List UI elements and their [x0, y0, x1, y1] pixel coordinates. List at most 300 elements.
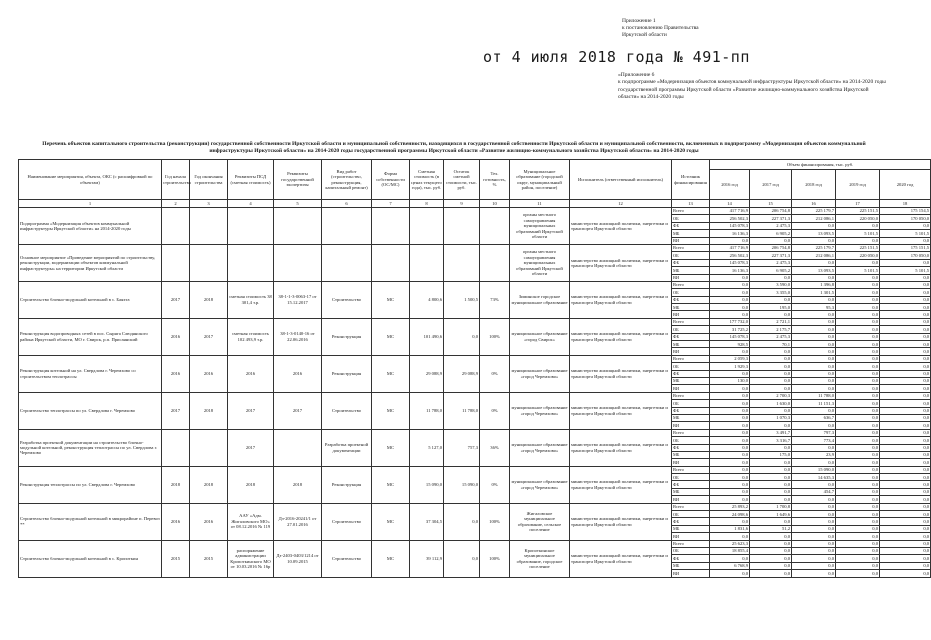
financing-value: 0,0 [750, 274, 792, 281]
financing-value: 0,0 [710, 392, 750, 399]
financing-value: 256 502,3 [710, 252, 750, 259]
table-row [19, 429, 931, 436]
start-year [162, 208, 190, 245]
work-kind: Реконструкция [322, 355, 372, 392]
end-year: 2018 [190, 281, 228, 318]
financing-value: 145 078,3 [710, 333, 750, 340]
funding-source: ФБ [672, 296, 710, 303]
financing-value: 0,0 [836, 289, 880, 296]
financing-value: 2 059,3 [710, 355, 750, 362]
financing-value: 0,0 [836, 259, 880, 266]
remaining-cost: 757,3 [444, 429, 480, 466]
financing-value: 175,0 [750, 451, 792, 458]
column-number: 7 [372, 200, 410, 208]
financing-value: 0,0 [710, 289, 750, 296]
end-year [190, 244, 228, 281]
top-appendix [622, 18, 742, 39]
ownership: МС [372, 355, 410, 392]
financing-value: 2 475,3 [750, 222, 792, 229]
financing-value: 31 725,2 [710, 326, 750, 333]
executor: министерство жилищной политики, энергетики и транспорта Иркутской области [570, 540, 672, 577]
estimated-cost: 29 088,9 [410, 355, 444, 392]
column-number: 5 [274, 200, 322, 208]
funding-source: МБ [672, 414, 710, 421]
start-year: 2015 [162, 540, 190, 577]
financing-value: 0,0 [750, 533, 792, 540]
funding-source: Всего [672, 318, 710, 325]
municipality: муниципальное образование «город Черемхово» [510, 392, 570, 429]
top-appendix-line: Приложение 1 [622, 18, 656, 24]
financing-value: 1 700,8 [750, 503, 792, 510]
financing-value: 0,0 [792, 422, 836, 429]
financing-value: 1 831,6 [710, 525, 750, 532]
financing-value: 0,0 [792, 348, 836, 355]
financing-value: 0,0 [792, 444, 836, 451]
column-number: 8 [410, 200, 444, 208]
financing-value: 0,0 [750, 488, 792, 495]
object-name: Реконструкция теплотрассы по ул. Свердлова г. Черемхово [19, 466, 162, 503]
end-year [190, 208, 228, 245]
financing-value: 212 086,1 [792, 252, 836, 259]
financing-value: 0,0 [710, 422, 750, 429]
financing-value: 0,0 [792, 407, 836, 414]
financing-value: 0,0 [836, 407, 880, 414]
table-row [19, 540, 931, 547]
financing-value: 0,0 [750, 311, 792, 318]
financing-value: 0,0 [836, 304, 880, 311]
executor: министерство жилищной политики, энергетики и транспорта Иркутской области [570, 355, 672, 392]
financing-value: 0,0 [836, 392, 880, 399]
expertise-details: 2016 [274, 355, 322, 392]
header-end-year: Год окончания строительства [190, 160, 228, 200]
financing-value: 0,0 [710, 370, 750, 377]
funding-source: ВИ [672, 459, 710, 466]
financing-value: 0,0 [750, 296, 792, 303]
funding-source: ОБ [672, 252, 710, 259]
remaining-cost: 0,0 [444, 540, 480, 577]
funding-source: ФБ [672, 481, 710, 488]
financing-value: 0,0 [880, 466, 931, 473]
end-year: 2016 [190, 503, 228, 540]
financing-value: 0,0 [880, 289, 931, 296]
financing-value: 0,0 [836, 274, 880, 281]
financing-value: 227 371,3 [750, 252, 792, 259]
financing-value: 2 175,7 [750, 326, 792, 333]
financing-value: 24 098,6 [710, 511, 750, 518]
financing-value: 0,0 [710, 518, 750, 525]
ownership: МС [372, 318, 410, 355]
funding-source: ФБ [672, 259, 710, 266]
funding-source: ВИ [672, 533, 710, 540]
financing-value: 0,0 [836, 385, 880, 392]
financing-value: 0,0 [750, 459, 792, 466]
ownership: МС [372, 281, 410, 318]
financing-value: 0,0 [836, 525, 880, 532]
header-financing: Объем финансирования, тыс. руб. [710, 160, 931, 170]
financing-value: 0,0 [836, 466, 880, 473]
estimated-cost: 39 112,9 [410, 540, 444, 577]
object-name: Строительство блочно-модульной котельной в микрорайоне п. Перевоз ** [19, 503, 162, 540]
funding-source: ВИ [672, 496, 710, 503]
expertise-details: Дз-2403-0403/1214 от 10.09.2015 [274, 540, 322, 577]
financing-value: 417 716,9 [710, 244, 750, 251]
financing-value: 0,0 [792, 503, 836, 510]
financing-value: 0,0 [750, 474, 792, 481]
financing-value: 0,0 [750, 237, 792, 244]
financing-value: 5 101,5 [880, 230, 931, 237]
financing-value: 170 050,0 [880, 215, 931, 222]
column-number: 12 [570, 200, 672, 208]
object-name: Основное мероприятие «Проведение мероприятий по строительству, реконструкции, модернизации объектов коммунальной инфраструктуры» на территории Иркутской области [19, 244, 162, 281]
funding-source: ФБ [672, 407, 710, 414]
financing-value: 175 154,5 [880, 208, 931, 215]
psd-details: ААУ «Адм. Жигаловского МО» от 08.12.2016 № 119 [228, 503, 274, 540]
financing-value: 454,7 [792, 488, 836, 495]
financing-value: 0,0 [836, 540, 880, 547]
funding-source: ОБ [672, 326, 710, 333]
financing-value: 0,0 [710, 533, 750, 540]
readiness [480, 208, 510, 245]
document-title: Перечень объектов капитального строительства (реконструкции) государственной собственности Иркутской области и муниципальной собственности, находящихся в государственной собственности Иркутской области и муниципальной собственности, включенных в подпрограмму «Модернизация объектов коммунальной инфраструктуры Иркутской области» на 2014-2020 годы государственной программы Иркутской области «Развитие жилищно-коммунального хозяйства Иркутской области» на 2014-2020 годы [42, 141, 866, 155]
funding-source: Всего [672, 355, 710, 362]
financing-value: 95,3 [792, 304, 836, 311]
financing-value: 0,0 [750, 555, 792, 562]
table-row [19, 208, 931, 215]
header-executor: Исполнитель (ответственный исполнитель) [570, 160, 672, 200]
municipality: Жигаловское муниципальное образование, сельское поселение [510, 503, 570, 540]
executor: министерство жилищной политики, энергетики и транспорта Иркутской области [570, 318, 672, 355]
column-number: 3 [190, 200, 228, 208]
financing-value: 0,0 [750, 363, 792, 370]
financing-value: 0,0 [750, 466, 792, 473]
financing-value: 175 151,5 [880, 244, 931, 251]
financing-value: 0,0 [880, 363, 931, 370]
funding-source: ОБ [672, 215, 710, 222]
financing-value: 0,0 [792, 555, 836, 562]
financing-value: 0,0 [880, 333, 931, 340]
financing-value: 0,0 [710, 281, 750, 288]
estimated-cost [410, 244, 444, 281]
header-psd: Реквизиты ПСД (сметная стоимость) [228, 160, 274, 200]
column-number: 11 [510, 200, 570, 208]
financing-value: 0,0 [880, 259, 931, 266]
funding-source: МБ [672, 562, 710, 569]
financing-value: 0,0 [880, 444, 931, 451]
end-year: 2016 [190, 355, 228, 392]
financing-value: 0,0 [880, 237, 931, 244]
funding-source: Всего [672, 466, 710, 473]
financing-value: 0,0 [880, 348, 931, 355]
financing-value: 51,2 [750, 525, 792, 532]
financing-value: 0,0 [880, 503, 931, 510]
municipality: органы местного самоуправления муниципальных образований Иркутской области [510, 244, 570, 281]
financing-value: 0,0 [710, 459, 750, 466]
financing-value: 5 101,5 [836, 267, 880, 274]
financing-value: 0,0 [792, 481, 836, 488]
estimated-cost: 5 127,0 [410, 429, 444, 466]
start-year: 2016 [162, 503, 190, 540]
expertise-details [274, 244, 322, 281]
financing-value: 797,3 [792, 429, 836, 436]
financing-value: 0,0 [750, 547, 792, 554]
financing-value: 0,0 [750, 370, 792, 377]
work-kind [322, 208, 372, 245]
municipality: муниципальное образование «город Свирск» [510, 318, 570, 355]
header-year-2016: 2016 год [710, 170, 750, 200]
end-year [190, 429, 228, 466]
financing-value: 0,0 [710, 570, 750, 577]
remaining-cost [444, 208, 480, 245]
financing-value: 225 151,5 [836, 244, 880, 251]
funding-source: МБ [672, 525, 710, 532]
readiness: 100% [480, 318, 510, 355]
financing-value: 145 078,3 [710, 259, 750, 266]
funding-source: ОБ [672, 400, 710, 407]
financing-value: 145 078,3 [710, 222, 750, 229]
financing-value: 0,0 [880, 414, 931, 421]
funding-source: МБ [672, 488, 710, 495]
funding-source: ВИ [672, 274, 710, 281]
financing-value: 0,0 [880, 341, 931, 348]
financing-value: 1 396,8 [792, 281, 836, 288]
financing-value: 1 929,3 [710, 363, 750, 370]
financing-value: 0,0 [836, 333, 880, 340]
financing-value: 0,0 [880, 355, 931, 362]
column-number: 10 [480, 200, 510, 208]
funding-source: МБ [672, 230, 710, 237]
ownership: МС [372, 503, 410, 540]
object-name: Строительство блочно-модульной котельной в с. Кропоткин [19, 540, 162, 577]
financing-value: 0,0 [880, 496, 931, 503]
funding-source: ФБ [672, 555, 710, 562]
financing-value: 15 090,0 [792, 466, 836, 473]
financing-value: 227 371,3 [750, 215, 792, 222]
column-number: 2 [162, 200, 190, 208]
financing-value: 0,0 [750, 444, 792, 451]
funding-source: Всего [672, 281, 710, 288]
executor: министерство жилищной политики, энергетики и транспорта Иркутской области [570, 466, 672, 503]
financing-value: 0,0 [836, 511, 880, 518]
financing-value: 225 179,7 [792, 244, 836, 251]
financing-value: 0,0 [836, 222, 880, 229]
financing-value: 0,0 [750, 377, 792, 384]
financing-value: 0,0 [792, 363, 836, 370]
executor: министерство жилищной политики, энергетики и транспорта Иркутской области [570, 208, 672, 245]
funding-source: ФБ [672, 518, 710, 525]
header-source: Источник финансирования [672, 160, 710, 200]
financing-value: 0,0 [710, 296, 750, 303]
start-year [162, 244, 190, 281]
financing-value: 13 093,5 [792, 230, 836, 237]
financing-value: 0,0 [880, 474, 931, 481]
financing-value: 773,4 [792, 437, 836, 444]
financing-value: 0,0 [880, 296, 931, 303]
funding-source: Всего [672, 540, 710, 547]
funding-source: ФБ [672, 222, 710, 229]
readiness: 0% [480, 466, 510, 503]
table-row [19, 281, 931, 288]
funding-source: ОБ [672, 437, 710, 444]
financing-value: 0,0 [750, 348, 792, 355]
financing-value: 2 475,3 [750, 259, 792, 266]
column-number: 17 [836, 200, 880, 208]
header-remaining: Остаток сметной стоимости, тыс. руб. [444, 160, 480, 200]
financing-value: 0,0 [880, 533, 931, 540]
financing-value: 0,0 [836, 481, 880, 488]
financing-value: 5 101,5 [880, 267, 931, 274]
financing-value: 3 590,0 [750, 281, 792, 288]
financing-value: 206 754,8 [750, 244, 792, 251]
financing-value: 13 093,5 [792, 267, 836, 274]
column-number: 4 [228, 200, 274, 208]
funding-source: ФБ [672, 444, 710, 451]
financing-value: 0,0 [880, 326, 931, 333]
appendix-line1: «Приложение 6 [618, 72, 655, 78]
funding-source: ФБ [672, 333, 710, 340]
estimated-cost [410, 208, 444, 245]
object-name: Реконструкция водопроводных сетей в пос. Сыряга Слюдянского района Иркутской области, МО г. Свирск, р.п. Присаянский [19, 318, 162, 355]
financing-value: 0,0 [836, 281, 880, 288]
top-appendix-line: к постановлению Правительства [622, 25, 699, 31]
financing-value: 0,0 [710, 304, 750, 311]
financing-value: 0,0 [880, 311, 931, 318]
financing-value: 0,0 [792, 385, 836, 392]
financing-value: 170 050,0 [880, 252, 931, 259]
start-year: 2017 [162, 281, 190, 318]
financing-value: 1 649,6 [750, 511, 792, 518]
expertise-details [274, 429, 322, 466]
funding-source: Всего [672, 244, 710, 251]
financing-value: 0,0 [836, 422, 880, 429]
financing-value: 1 070,3 [750, 414, 792, 421]
municipality: муниципальное образование «город Черемхово» [510, 429, 570, 466]
financing-value: 0,0 [836, 377, 880, 384]
start-year: 2016 [162, 318, 190, 355]
work-kind: Строительство [322, 503, 372, 540]
financing-value: 0,0 [836, 474, 880, 481]
remaining-cost: 15 090,0 [444, 466, 480, 503]
financing-value: 0,0 [750, 562, 792, 569]
financing-value: 206 754,8 [750, 208, 792, 215]
header-start-year: Год начала строительства [162, 160, 190, 200]
object-name: Разработка проектной документации на строительство блочно-модульной котельной, реконструкция теплотрассы по ул. Свердлова г. Черемхово [19, 429, 162, 466]
expertise-details: 38-1-3-0140-16 от 22.06.2016 [274, 318, 322, 355]
financing-value: 225 179,7 [792, 208, 836, 215]
financing-value: 0,0 [792, 547, 836, 554]
financing-value: 0,0 [880, 540, 931, 547]
column-number-row [19, 200, 931, 208]
funding-source: ВИ [672, 422, 710, 429]
financing-value: 0,0 [710, 488, 750, 495]
readiness: 0% [480, 392, 510, 429]
financing-value: 0,0 [880, 459, 931, 466]
table-row [19, 355, 931, 362]
header-expertise: Реквизиты государственной экспертизы [274, 160, 322, 200]
object-name: Строительство блочно-модульной котельной в с. Баяхта [19, 281, 162, 318]
column-number: 9 [444, 200, 480, 208]
expertise-details: 38-1-1-3-0063-17 от 15.12.2017 [274, 281, 322, 318]
column-number: 14 [710, 200, 750, 208]
financing-value: 0,0 [750, 407, 792, 414]
header-kind: Вид работ (строительство, реконструкция, капитальный ремонт) [322, 160, 372, 200]
financing-value: 16 136,3 [710, 267, 750, 274]
financing-value: 0,0 [880, 407, 931, 414]
financing-value: 0,0 [710, 237, 750, 244]
financing-value: 0,0 [836, 370, 880, 377]
psd-details: 2018 [228, 466, 274, 503]
column-number: 13 [672, 200, 710, 208]
financing-value: 0,0 [880, 570, 931, 577]
financing-value: 0,0 [836, 363, 880, 370]
column-number: 15 [750, 200, 792, 208]
financing-value: 16 136,3 [710, 230, 750, 237]
financing-value: 0,0 [710, 400, 750, 407]
financing-value: 0,0 [880, 422, 931, 429]
funding-source: ОБ [672, 363, 710, 370]
financing-value: 0,0 [792, 496, 836, 503]
financing-value: 0,0 [750, 496, 792, 503]
financing-value: 0,0 [836, 341, 880, 348]
ownership: МС [372, 392, 410, 429]
financing-value: 0,0 [750, 422, 792, 429]
financing-value: 0,0 [880, 437, 931, 444]
financing-value: 0,0 [880, 488, 931, 495]
table-row [19, 466, 931, 473]
executor: министерство жилищной политики, энергетики и транспорта Иркутской области [570, 392, 672, 429]
financing-value: 0,0 [880, 481, 931, 488]
work-kind: Строительство [322, 392, 372, 429]
financing-value: 0,0 [710, 407, 750, 414]
funding-source: ОБ [672, 547, 710, 554]
funding-source: ФБ [672, 370, 710, 377]
estimated-cost: 4 800,6 [410, 281, 444, 318]
psd-details: сметная стоимость 38 301,4 т.р. [228, 281, 274, 318]
table-row [19, 244, 931, 251]
financing-value: 70,1 [750, 341, 792, 348]
financing-value: 0,0 [710, 274, 750, 281]
financing-value: 0,0 [836, 318, 880, 325]
financing-value: 130,0 [710, 377, 750, 384]
financing-value: 0,0 [836, 459, 880, 466]
funding-source: Всего [672, 429, 710, 436]
estimated-cost: 37 304,5 [410, 503, 444, 540]
column-number: 1 [19, 200, 162, 208]
financing-value: 0,0 [836, 503, 880, 510]
funding-source: МБ [672, 267, 710, 274]
financing-value: 225 151,5 [836, 208, 880, 215]
financing-value: 0,0 [710, 466, 750, 473]
start-year: 2018 [162, 466, 190, 503]
funding-source: МБ [672, 377, 710, 384]
financing-value: 0,0 [792, 296, 836, 303]
column-number: 6 [322, 200, 372, 208]
top-appendix-line: Иркутской области [622, 32, 667, 38]
financing-value: 0,0 [880, 525, 931, 532]
financing-value: 0,0 [880, 304, 931, 311]
header-cost: Сметная стоимость (в ценах текущего года), тыс. руб. [410, 160, 444, 200]
funding-source: ВИ [672, 311, 710, 318]
financing-value: 928,5 [710, 341, 750, 348]
financing-value: 0,0 [792, 525, 836, 532]
expertise-details: Дз-2016-20241/1 от 27.01.2016 [274, 503, 322, 540]
expertise-details: 2017 [274, 392, 322, 429]
start-year: 2016 [162, 355, 190, 392]
expertise-details [274, 208, 322, 245]
header-ownership: Форма собственности (ОС/МС) [372, 160, 410, 200]
readiness: 100% [480, 540, 510, 577]
financing-value: 3 491,7 [750, 429, 792, 436]
financing-value: 0,0 [792, 518, 836, 525]
